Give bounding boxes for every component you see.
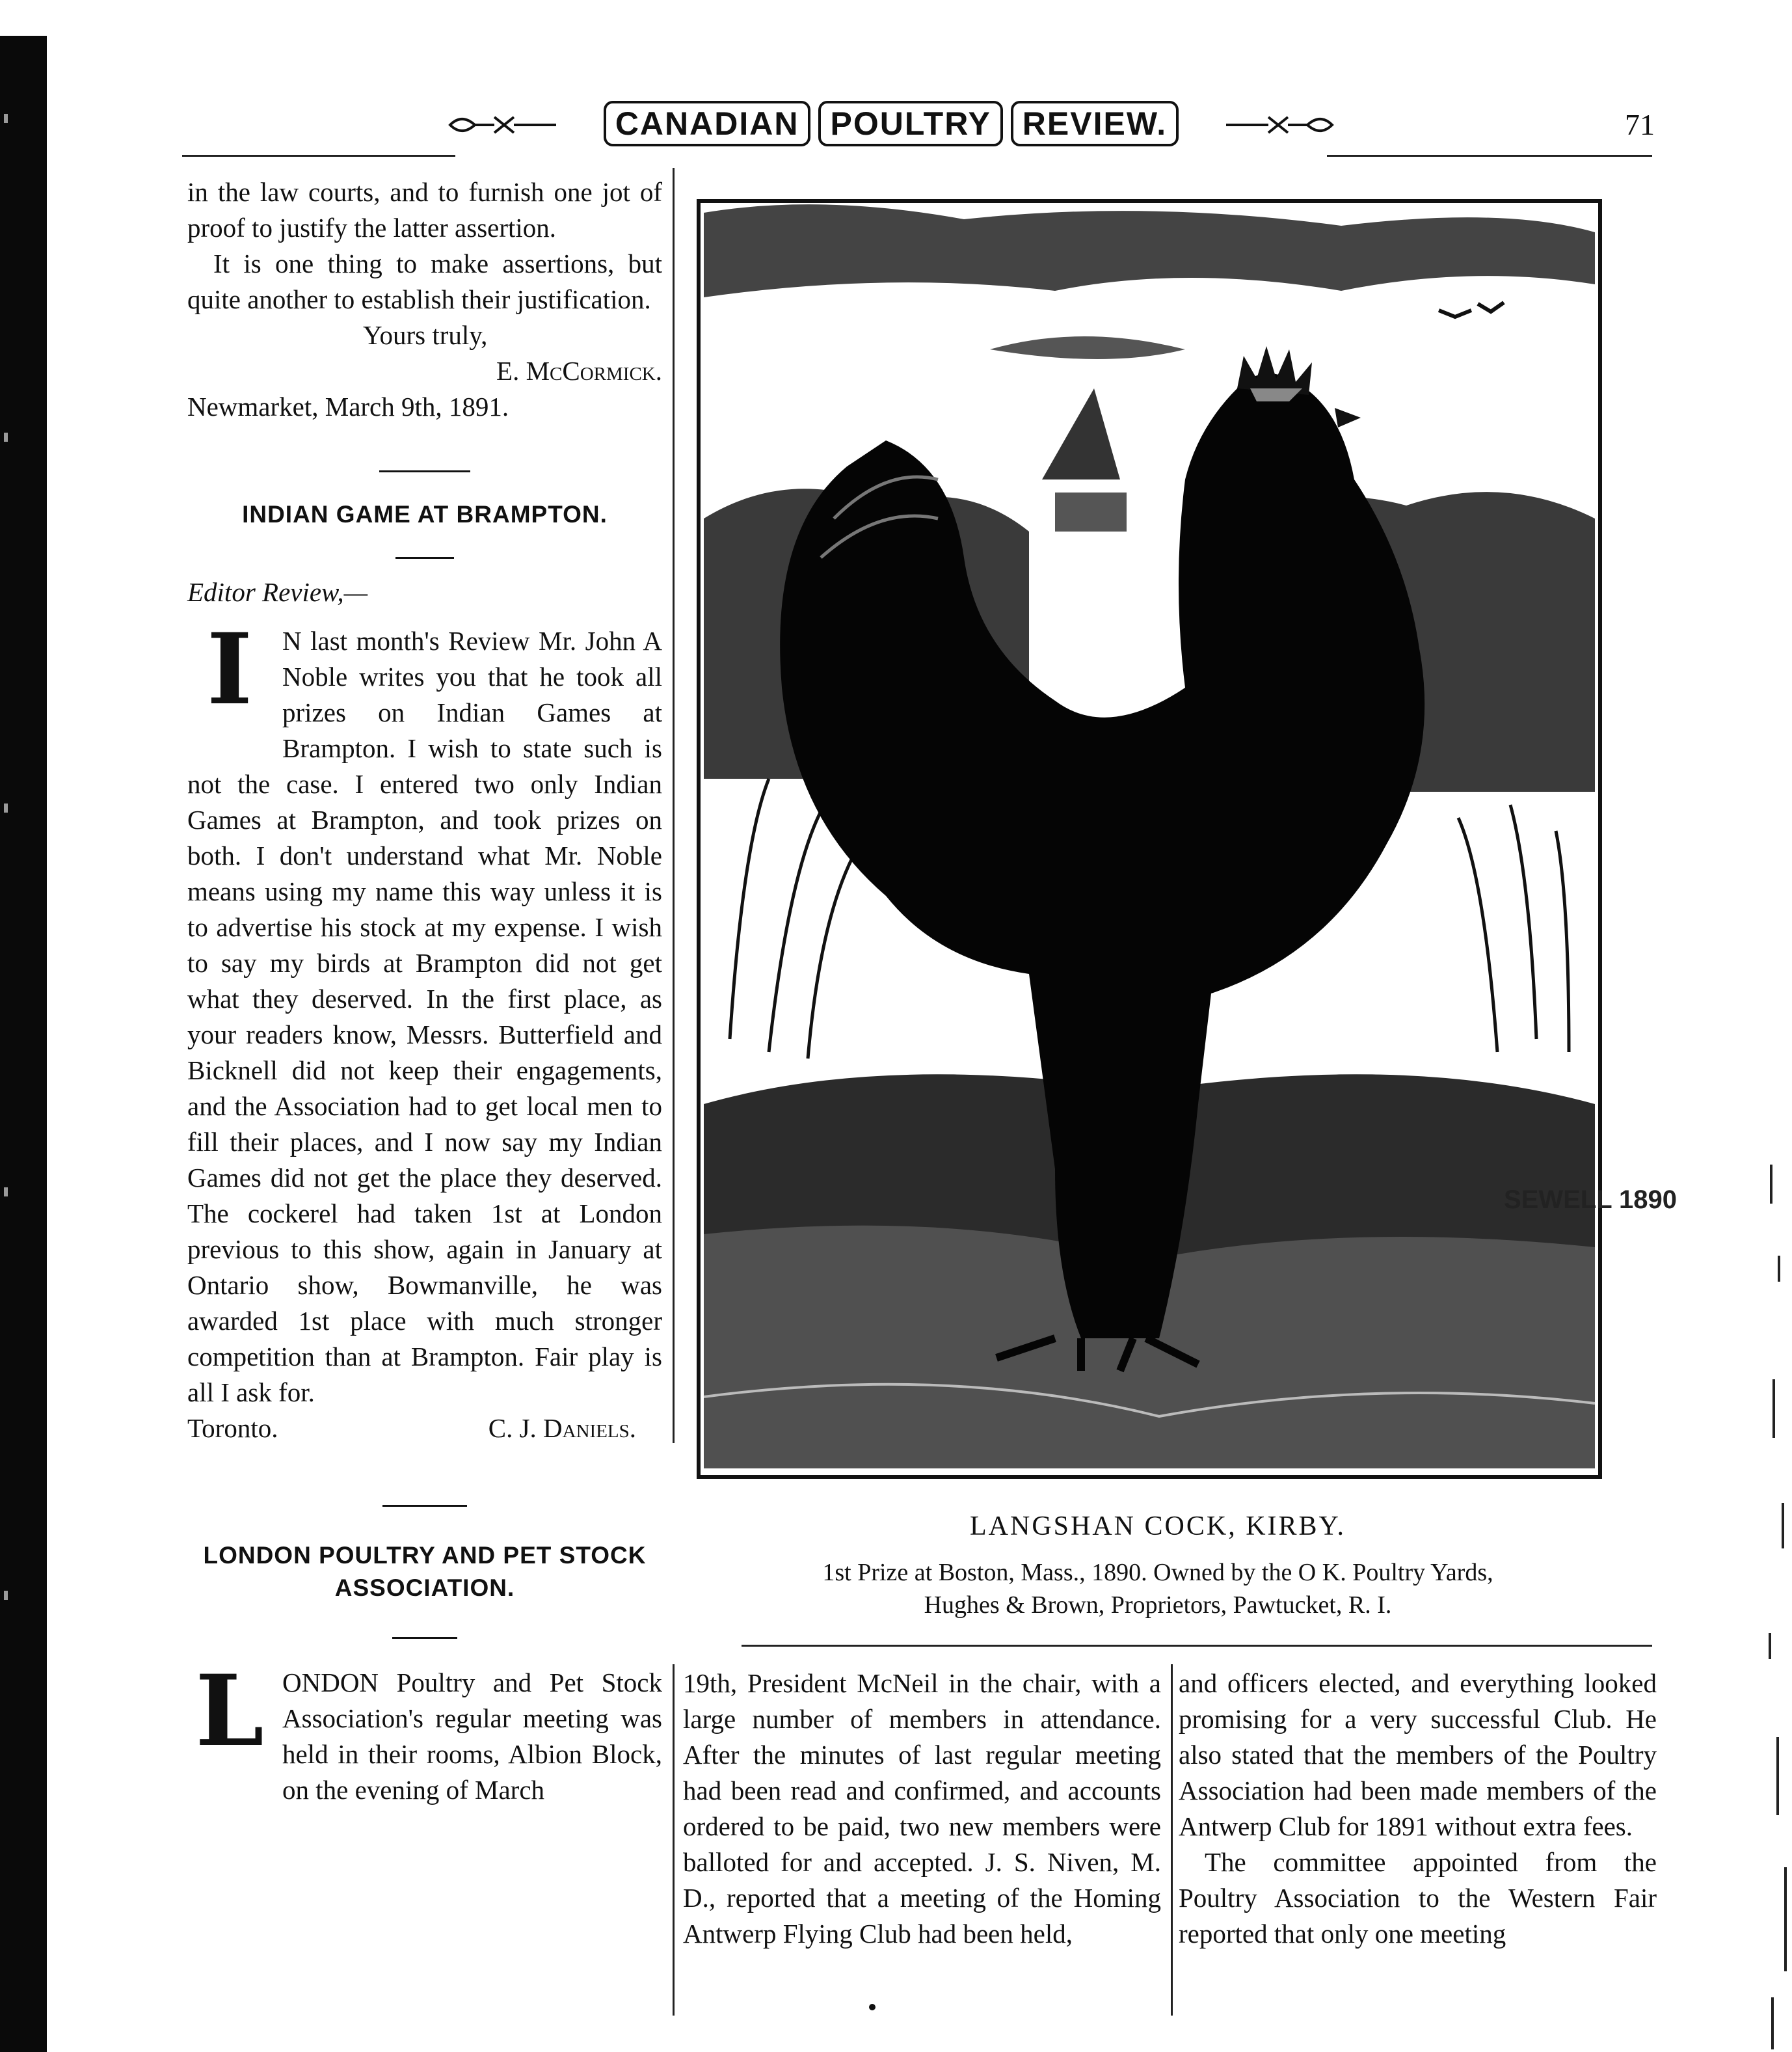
masthead-title [546,92,1236,155]
masthead-word-2: POULTRY [818,101,1002,146]
article-heading: INDIAN GAME AT BRAMPTON. [242,501,608,528]
middle-column [683,1666,1161,1952]
column-rule [673,168,675,1443]
left-column [187,174,662,1808]
right-column [1179,1666,1657,1952]
letter-closing: Yours truly, [363,320,488,350]
rooster-illustration [691,193,1678,1485]
salutation: Editor Review,— [187,577,368,607]
article-body: The committee appointed from the Poultry Association to the Western Fair reported that only one meeting [1179,1847,1657,1949]
header-rule-left [182,155,455,157]
dropcap: L [195,1654,264,1768]
figure-bottom-rule [742,1645,1652,1647]
figure-caption-sub [709,1556,1607,1621]
article-body: 19th, President McNeil in the chair, with a large number of members in attendance. After the minutes of last regular meeting had been read and confirmed, and accounts ordered to be paid, two new members were balloted for and accepted. J. S. Niven, M. D., reported that a meeting of the Homing Antwerp Flying Club had been held, [683,1668,1161,1949]
masthead-ornament-icon [449,112,559,138]
figure-caption-line: Hughes & Brown, Proprietors, Pawtucket, R. I. [924,1591,1392,1619]
figure-caption-title: LANGSHAN COCK, KIRBY. [970,1511,1346,1541]
article-body: ONDON Poultry and Pet Stock Association's regular meeting was held in their rooms, Albion Block, on the evening of March [282,1667,662,1805]
signoff-signature: C. J. Daniels. [488,1413,636,1443]
letter-signature: E. McCormick. [496,356,662,386]
scan-dot [869,2004,876,2010]
scan-binding-edge [0,36,47,2052]
letter-text: It is one thing to make assertions, but quite another to establish their justification. [187,249,662,314]
article-body: N last month's Review Mr. John A Noble writes you that he took all prizes on Indian Games at Brampton. I wish to state such is not the case. I entered two only Indian Games at Brampton, and took prizes on both. I don't understand what Mr. Noble means using my name this way unless it is to advertise his stock at my expense. I wish to say my birds at Brampton did not get what they deserved. In the first place, as your readers know, Messrs. Butterfield and Bicknell did not keep their engagements, and the Association had to get local men to fill their places, and I now say my Indian Games did not get the place they deserved. The cockerel had taken 1st at London previous to this show, again in January at Ontario show, Bowmanville, he was awarded 1st place with much stronger competition than at Brampton. Fair play is all I ask for. [187,626,662,1407]
scan-edge-noise [1766,1165,1792,2052]
article-signoff [187,1411,662,1446]
figure-caption-line: 1st Prize at Boston, Mass., 1890. Owned by the O K. Poultry Yards, [822,1559,1493,1586]
header-rule-right [1327,155,1652,157]
masthead-ornament-icon [1223,112,1333,138]
masthead [449,92,1333,155]
masthead-word-1: CANADIAN [604,101,811,146]
page-number: 71 [1625,108,1655,141]
signoff-place: Toronto. [187,1413,278,1443]
letter-place-date: Newmarket, March 9th, 1891. [187,392,509,422]
artist-signature: SEWELL 1890 [1504,1185,1678,1214]
article-body: and officers elected, and everything looked promising for a very successful Club. He also stated that the members of the Poultry Association had been made members of the Antwerp Club for 1891 without extra fees. [1179,1668,1657,1841]
letter-text: in the law courts, and to furnish one jot of proof to justify the latter assertion. [187,177,662,243]
column-rule [673,1664,675,2016]
article-heading: LONDON POULTRY AND PET STOCK ASSOCIATION. [203,1542,647,1601]
column-rule [1171,1664,1173,2016]
dropcap: I [206,612,253,727]
masthead-word-3: REVIEW. [1011,101,1179,146]
